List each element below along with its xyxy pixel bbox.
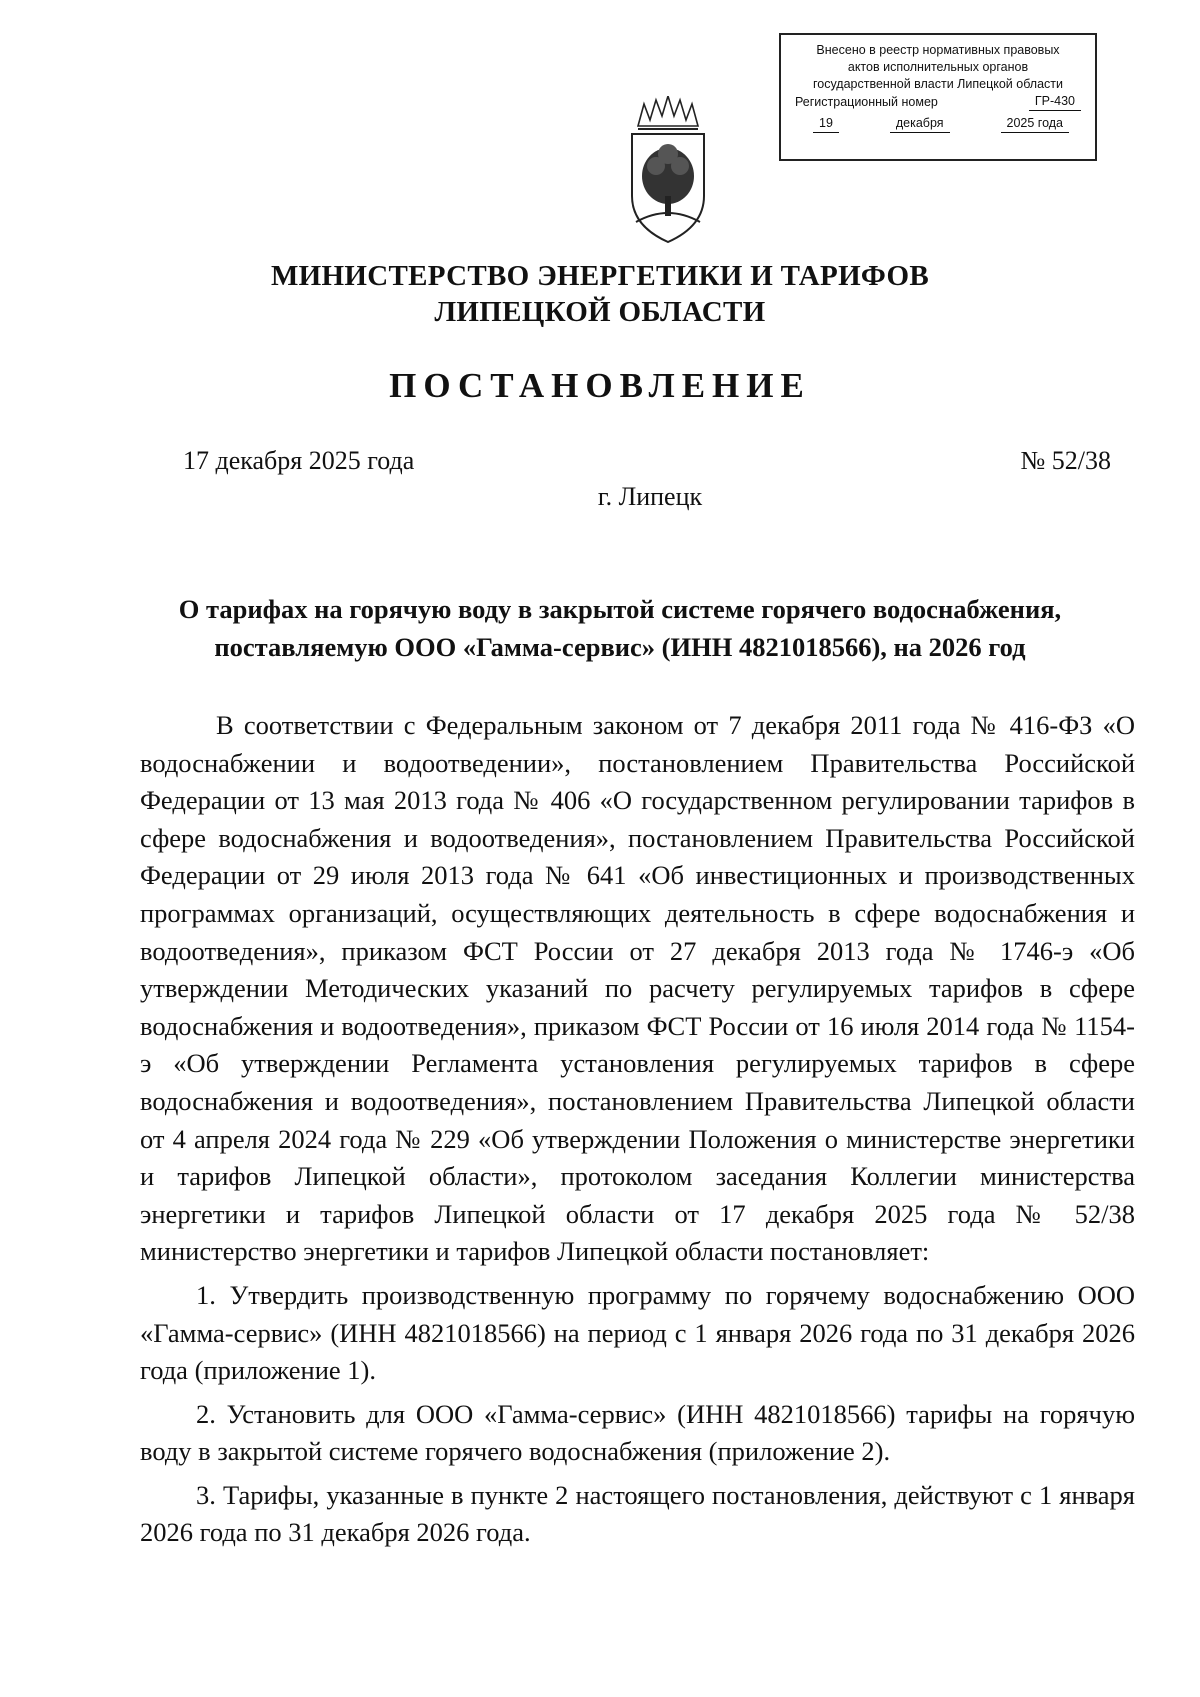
stamp-reg-number: ГР-430 <box>1029 93 1081 111</box>
stamp-year: 2025 года <box>1001 115 1070 133</box>
stamp-registration-row <box>795 93 1081 111</box>
stamp-line-1: Внесено в реестр нормативных правовых <box>816 43 1060 57</box>
subject-line-2: поставляемую ООО «Гамма-сервис» (ИНН 4821018566), на 2026 год <box>214 632 1026 662</box>
stamp-line-3: государственной власти Липецкой области <box>812 77 1064 91</box>
ministry-name-line-2: ЛИПЕЦКОЙ ОБЛАСТИ <box>434 296 766 328</box>
document-date: 17 декабря 2025 года <box>183 446 415 475</box>
preamble-paragraph: В соответствии с Федеральным законом от 7 декабря 2011 года № 416-ФЗ «О водоснабжении и водоотведении», постановлением Правительства Российской Федерации от 13 мая 2013 года № 406 «О государственном регулировании тарифов в сфере водоснабжения и водоотведения», постановлением Правительства Российской Федерации от 29 июля 2013 года № 641 «Об инвестиционных и производственных программах организаций, осуществляющих деятельность в сфере водоснабжения и водоотведения», приказом ФСТ России от 27 декабря 2013 года № 1746-э «Об утверждении Методических указаний по расчету регулируемых тарифов в сфере водоснабжения и водоотведения», приказом ФСТ России от 16 июля 2014 года № 1154-э «Об утверждении Регламента установления регулируемых тарифов в сфере водоснабжения и водоотведения», постановлением Правительства Липецкой области от 4 апреля 2024 года № 229 «Об утверждении Положения о министерстве энергетики и тарифов Липецкой области», протоколом заседания Коллегии министерства энергетики и тарифов Липецкой области от 17 декабря 2025 года № 52/38 министерство энергетики и тарифов Липецкой области постановляет: <box>140 710 1135 1267</box>
document-type-title: ПОСТАНОВЛЕНИЕ <box>389 366 811 405</box>
stamp-date-row <box>795 115 1081 133</box>
document-number: № 52/38 <box>1020 446 1111 475</box>
ministry-name-line-1: МИНИСТЕРСТВО ЭНЕРГЕТИКИ И ТАРИФОВ <box>271 260 929 292</box>
document-city: г. Липецк <box>597 482 703 511</box>
stamp-day: 19 <box>813 115 839 133</box>
document-body <box>140 707 1135 1552</box>
stamp-month: декабря <box>890 115 950 133</box>
lipetsk-coat-of-arms-emblem <box>628 96 708 246</box>
registry-stamp <box>779 33 1097 161</box>
point-2-paragraph: 2. Установить для ООО «Гамма-сервис» (ИНН 4821018566) тарифы на горячую воду в закрытой системе горячего водоснабжения (приложение 2). <box>140 1398 1135 1467</box>
ministry-name <box>0 258 1200 330</box>
stamp-line-2: актов исполнительных органов <box>847 60 1029 74</box>
document-subject <box>140 590 1100 666</box>
subject-line-1: О тарифах на горячую воду в закрытой системе горячего водоснабжения, <box>178 594 1062 624</box>
point-1-paragraph: 1. Утвердить производственную программу по горячему водоснабжению ООО «Гамма-сервис» (ИНН 4821018566) на период с 1 января 2026 года по 31 декабря 2026 года (приложение 1). <box>140 1279 1135 1386</box>
stamp-reg-label: Регистрационный номер <box>795 95 938 109</box>
point-3-paragraph: 3. Тарифы, указанные в пункте 2 настоящего постановления, действуют с 1 января 2026 года по 31 декабря 2026 года. <box>140 1479 1135 1548</box>
